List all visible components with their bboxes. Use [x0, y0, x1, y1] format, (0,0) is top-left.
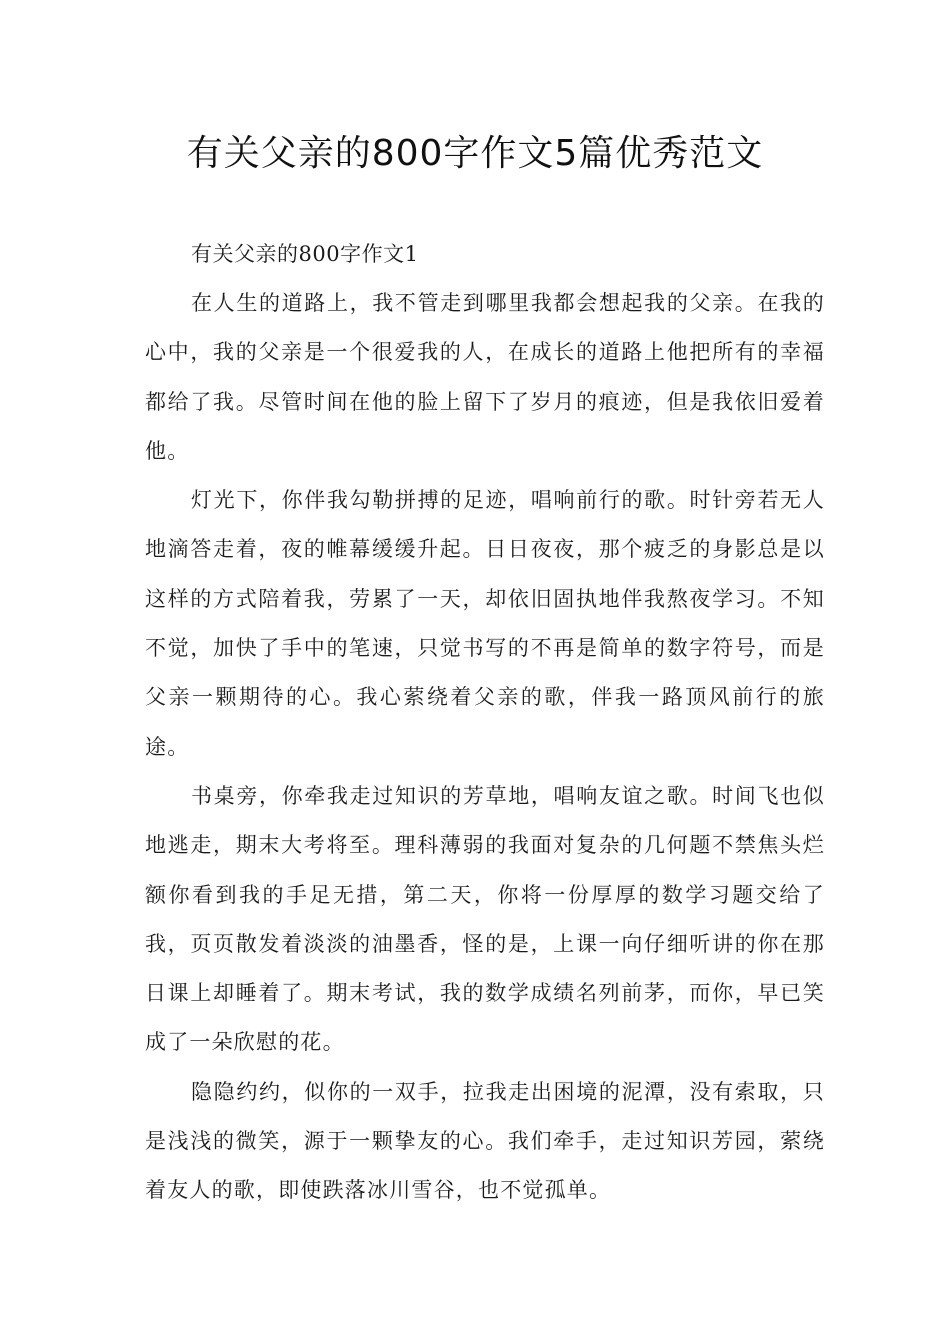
paragraph-4: 隐隐约约，似你的一双手，拉我走出困境的泥潭，没有索取，只是浅浅的微笑，源于一颗挚友的心。我们牵手，走过知识芳园，萦绕着友人的歌，即使跌落冰川雪谷，也不觉孤单。: [145, 1079, 825, 1203]
paragraph-3: 书桌旁，你牵我走过知识的芳草地，唱响友谊之歌。时间飞也似地逃走，期末大考将至。理科薄弱的我面对复杂的几何题不禁焦头烂额你看到我的手足无措，第二天，你将一份厚厚的数学习题交给了我，页页散发着淡淡的油墨香，怪的是，上课一向仔细听讲的你在那日课上却睡着了。期末考试，我的数学成绩名列前茅，而你，早已笑成了一朵欣慰的花。: [145, 783, 825, 1055]
paragraph-1: 在人生的道路上，我不管走到哪里我都会想起我的父亲。在我的心中，我的父亲是一个很爱我的人，在成长的道路上他把所有的幸福都给了我。尽管时间在他的脸上留下了岁月的痕迹，但是我依旧爱着他。: [145, 291, 825, 463]
section-heading: 有关父亲的800字作文1: [191, 242, 419, 266]
document-title: 有关父亲的800字作文5篇优秀范文: [186, 133, 764, 174]
document-body: [145, 230, 825, 1216]
paragraph-2: 灯光下，你伴我勾勒拼搏的足迹，唱响前行的歌。时针旁若无人地滴答走着，夜的帷幕缓缓升起。日日夜夜，那个疲乏的身影总是以这样的方式陪着我，劳累了一天，却依旧固执地伴我熬夜学习。不知不觉，加快了手中的笔速，只觉书写的不再是简单的数字符号，而是父亲一颗期待的心。我心萦绕着父亲的歌，伴我一路顶风前行的旅途。: [145, 488, 825, 759]
